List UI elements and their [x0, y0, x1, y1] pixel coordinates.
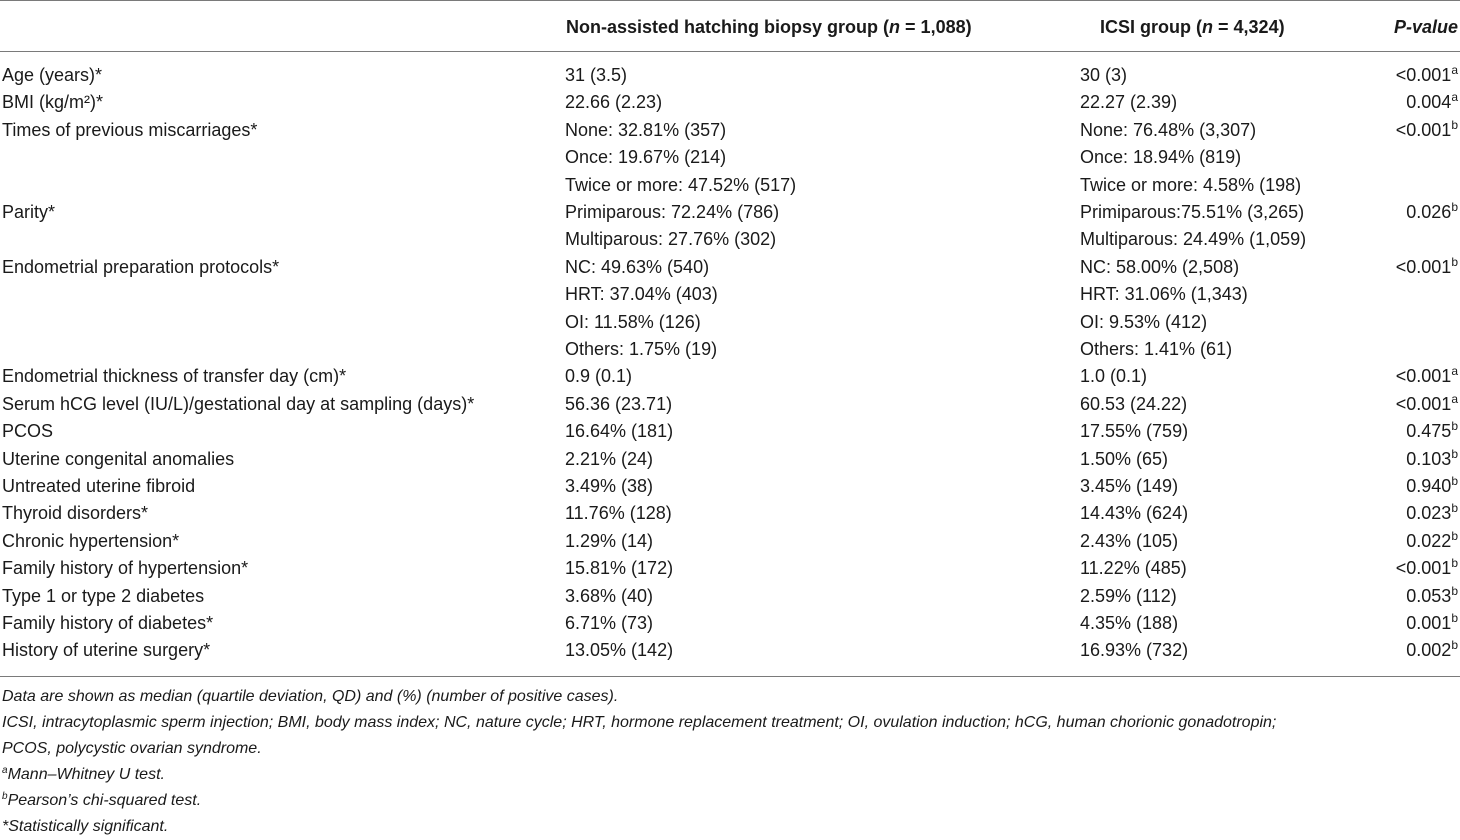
table-row [0, 254, 1460, 281]
group2-value: HRT: 31.06% (1,343) [1080, 284, 1248, 305]
p-value [1406, 89, 1458, 116]
p-value-test-mark: b [1451, 583, 1458, 598]
p-value-number: 0.022 [1406, 530, 1452, 551]
p-value-test-mark: b [1451, 528, 1458, 543]
p-value [1396, 117, 1458, 144]
p-value-number: 0.103 [1406, 448, 1452, 469]
group2-value: Others: 1.41% (61) [1080, 339, 1233, 359]
footnote-a-mark: a [2, 765, 8, 776]
group2-value: 14.43% (624) [1080, 503, 1189, 524]
group2-value: 1.0 (0.1) [1080, 366, 1148, 387]
group1-value: 15.81% (172) [565, 558, 674, 579]
table-row [0, 446, 1460, 473]
p-value-test-mark: b [1451, 446, 1458, 461]
table-row [0, 117, 1460, 144]
p-value [1406, 446, 1458, 473]
row-label: Serum hCG level (IU/L)/gestational day at sampling (days)* [2, 393, 475, 414]
table-row [0, 418, 1460, 445]
header-group2-n: (n = 4,324) [1196, 17, 1285, 37]
p-value-number: 0.026 [1406, 202, 1452, 222]
footnote-abbreviations-cont: PCOS, polycystic ovarian syndrome. [2, 740, 262, 757]
group1-value: 6.71% (73) [565, 613, 654, 633]
row-label: Uterine congenital anomalies [2, 448, 235, 469]
p-value-number: 0.940 [1406, 476, 1452, 496]
p-value-test-mark: a [1451, 391, 1458, 406]
group1-value: 0.9 (0.1) [565, 366, 633, 387]
group2-value: 60.53 (24.22) [1080, 393, 1188, 414]
row-label: BMI (kg/m²)* [2, 92, 103, 113]
p-value-test-mark: a [1451, 364, 1458, 379]
footnote-a [2, 762, 165, 788]
table-row [0, 473, 1460, 500]
p-value-number: 0.023 [1406, 503, 1452, 524]
footnote-significance: *Statistically significant. [2, 818, 169, 835]
group2-value: 3.45% (149) [1080, 476, 1179, 496]
group1-value: Twice or more: 47.52% (517) [565, 174, 797, 195]
table-row [0, 528, 1460, 555]
p-value [1396, 391, 1458, 418]
row-label: Endometrial thickness of transfer day (cm)* [2, 366, 347, 387]
group1-value: 2.21% (24) [565, 448, 654, 469]
p-value-test-mark: b [1451, 474, 1458, 488]
group1-value: 3.49% (38) [565, 476, 654, 496]
group2-value: 4.35% (188) [1080, 613, 1179, 633]
p-value-test-mark: b [1451, 200, 1458, 214]
header-p-value: P-value [1393, 17, 1458, 37]
header-group1-n: (n = 1,088) [883, 17, 972, 37]
table-row [0, 281, 1460, 308]
row-label: Times of previous miscarriages* [2, 119, 258, 140]
p-value-number: 0.053 [1406, 585, 1452, 606]
p-value [1406, 199, 1458, 226]
p-value-number: 0.002 [1406, 640, 1452, 661]
group2-value: 2.43% (105) [1080, 530, 1179, 551]
row-label: Endometrial preparation protocols* [2, 256, 280, 277]
group1-value: Others: 1.75% (19) [565, 339, 718, 359]
row-label: PCOS [2, 421, 54, 442]
table-row [0, 226, 1460, 253]
group1-value: 3.68% (40) [565, 585, 654, 606]
row-label: Untreated uterine fibroid [2, 476, 196, 496]
group1-value: 31 (3.5) [565, 65, 628, 85]
header-group2-label: ICSI group [1100, 17, 1191, 37]
group2-value: 17.55% (759) [1080, 421, 1189, 442]
p-value-test-mark: b [1451, 611, 1458, 625]
group1-value: 22.66 (2.23) [565, 92, 663, 113]
p-value [1396, 62, 1458, 89]
row-label: Family history of diabetes* [2, 613, 214, 633]
row-label: Type 1 or type 2 diabetes [2, 585, 205, 606]
row-label: Parity* [2, 202, 56, 222]
group2-value: Twice or more: 4.58% (198) [1080, 174, 1302, 195]
p-value [1396, 555, 1458, 582]
footnote-b-mark: b [2, 791, 8, 802]
p-value-test-mark: b [1451, 501, 1458, 516]
p-value-number: <0.001 [1395, 65, 1452, 85]
p-value [1406, 500, 1458, 527]
group1-value: Once: 19.67% (214) [565, 147, 727, 168]
row-label: Family history of hypertension* [2, 558, 249, 579]
group2-value: 22.27 (2.39) [1080, 92, 1178, 113]
group2-value: Once: 18.94% (819) [1080, 147, 1242, 168]
group1-value: Primiparous: 72.24% (786) [565, 202, 780, 222]
p-value-test-mark: b [1451, 638, 1458, 653]
p-value-number: 0.475 [1406, 421, 1452, 442]
group2-value: 11.22% (485) [1080, 558, 1187, 579]
group1-value: 16.64% (181) [565, 421, 674, 442]
group2-value: NC: 58.00% (2,508) [1080, 256, 1240, 277]
p-value-number: <0.001 [1395, 558, 1452, 579]
row-label: Thyroid disorders* [2, 503, 149, 524]
table-row [0, 309, 1460, 336]
p-value-number: 0.004 [1406, 92, 1452, 113]
table-row [0, 583, 1460, 610]
row-label: History of uterine surgery* [2, 640, 211, 661]
p-value [1406, 418, 1458, 445]
p-value-test-mark: b [1451, 556, 1458, 571]
group1-value: Multiparous: 27.76% (302) [565, 229, 777, 250]
header-rule [0, 51, 1460, 52]
p-value [1406, 637, 1458, 664]
p-value-test-mark: b [1451, 419, 1458, 434]
top-rule [0, 0, 1460, 1]
p-value [1406, 528, 1458, 555]
p-value-number: <0.001 [1395, 393, 1452, 414]
group1-value: 13.05% (142) [565, 640, 674, 661]
group2-value: 2.59% (112) [1080, 585, 1177, 606]
p-value-number: 0.001 [1406, 613, 1452, 633]
group2-value: 1.50% (65) [1080, 448, 1169, 469]
table-row [0, 363, 1460, 390]
p-value-number: <0.001 [1395, 119, 1452, 140]
footnote-a-text: Mann–Whitney U test. [7, 766, 165, 783]
footnote-abbreviations: ICSI, intracytoplasmic sperm injection; BMI, body mass index; NC, nature cycle; HRT, hormone replacement treatment; OI, ovulation induction; hCG, human chorionic gonadotropin; [2, 714, 1277, 731]
group2-value: OI: 9.53% (412) [1080, 311, 1208, 332]
p-value [1396, 254, 1458, 281]
group1-value: 1.29% (14) [565, 530, 654, 551]
bottom-rule [0, 676, 1460, 677]
group2-value: Multiparous: 24.49% (1,059) [1080, 229, 1307, 250]
table-row [0, 610, 1460, 637]
table-row [0, 89, 1460, 116]
header-group1 [566, 16, 972, 38]
p-value [1406, 583, 1458, 610]
row-label: Chronic hypertension* [2, 530, 180, 551]
header-group2 [1100, 16, 1285, 38]
p-value-test-mark: b [1451, 254, 1458, 269]
header-group1-label: Non-assisted hatching biopsy group [566, 17, 879, 37]
group1-value: HRT: 37.04% (403) [565, 284, 718, 305]
footnote-b-text: Pearson’s chi-squared test. [7, 792, 202, 809]
footnote-b [2, 788, 201, 814]
p-value [1406, 610, 1458, 637]
group2-value: 16.93% (732) [1080, 640, 1189, 661]
table-row [0, 62, 1460, 89]
p-value-test-mark: a [1451, 90, 1458, 105]
group1-value: OI: 11.58% (126) [565, 311, 701, 332]
table-row [0, 391, 1460, 418]
group2-value: None: 76.48% (3,307) [1080, 119, 1257, 140]
row-label: Age (years)* [2, 65, 103, 85]
group1-value: 11.76% (128) [565, 503, 672, 524]
group1-value: 56.36 (23.71) [565, 393, 673, 414]
table-row [0, 500, 1460, 527]
p-value [1396, 363, 1458, 390]
p-value-test-mark: a [1451, 63, 1458, 77]
p-value [1406, 473, 1458, 500]
table-row [0, 144, 1460, 171]
p-value-number: <0.001 [1395, 256, 1452, 277]
group2-value: 30 (3) [1080, 65, 1128, 85]
p-value-test-mark: b [1451, 117, 1458, 132]
table-row [0, 336, 1460, 363]
table-row [0, 555, 1460, 582]
group1-value: None: 32.81% (357) [565, 119, 727, 140]
table-row [0, 172, 1460, 199]
group1-value: NC: 49.63% (540) [565, 256, 710, 277]
p-value-number: <0.001 [1395, 366, 1452, 387]
footnote-data-description: Data are shown as median (quartile deviation, QD) and (%) (number of positive cases). [2, 688, 619, 705]
table-row [0, 637, 1460, 664]
group2-value: Primiparous:75.51% (3,265) [1080, 202, 1305, 222]
table-row [0, 199, 1460, 226]
